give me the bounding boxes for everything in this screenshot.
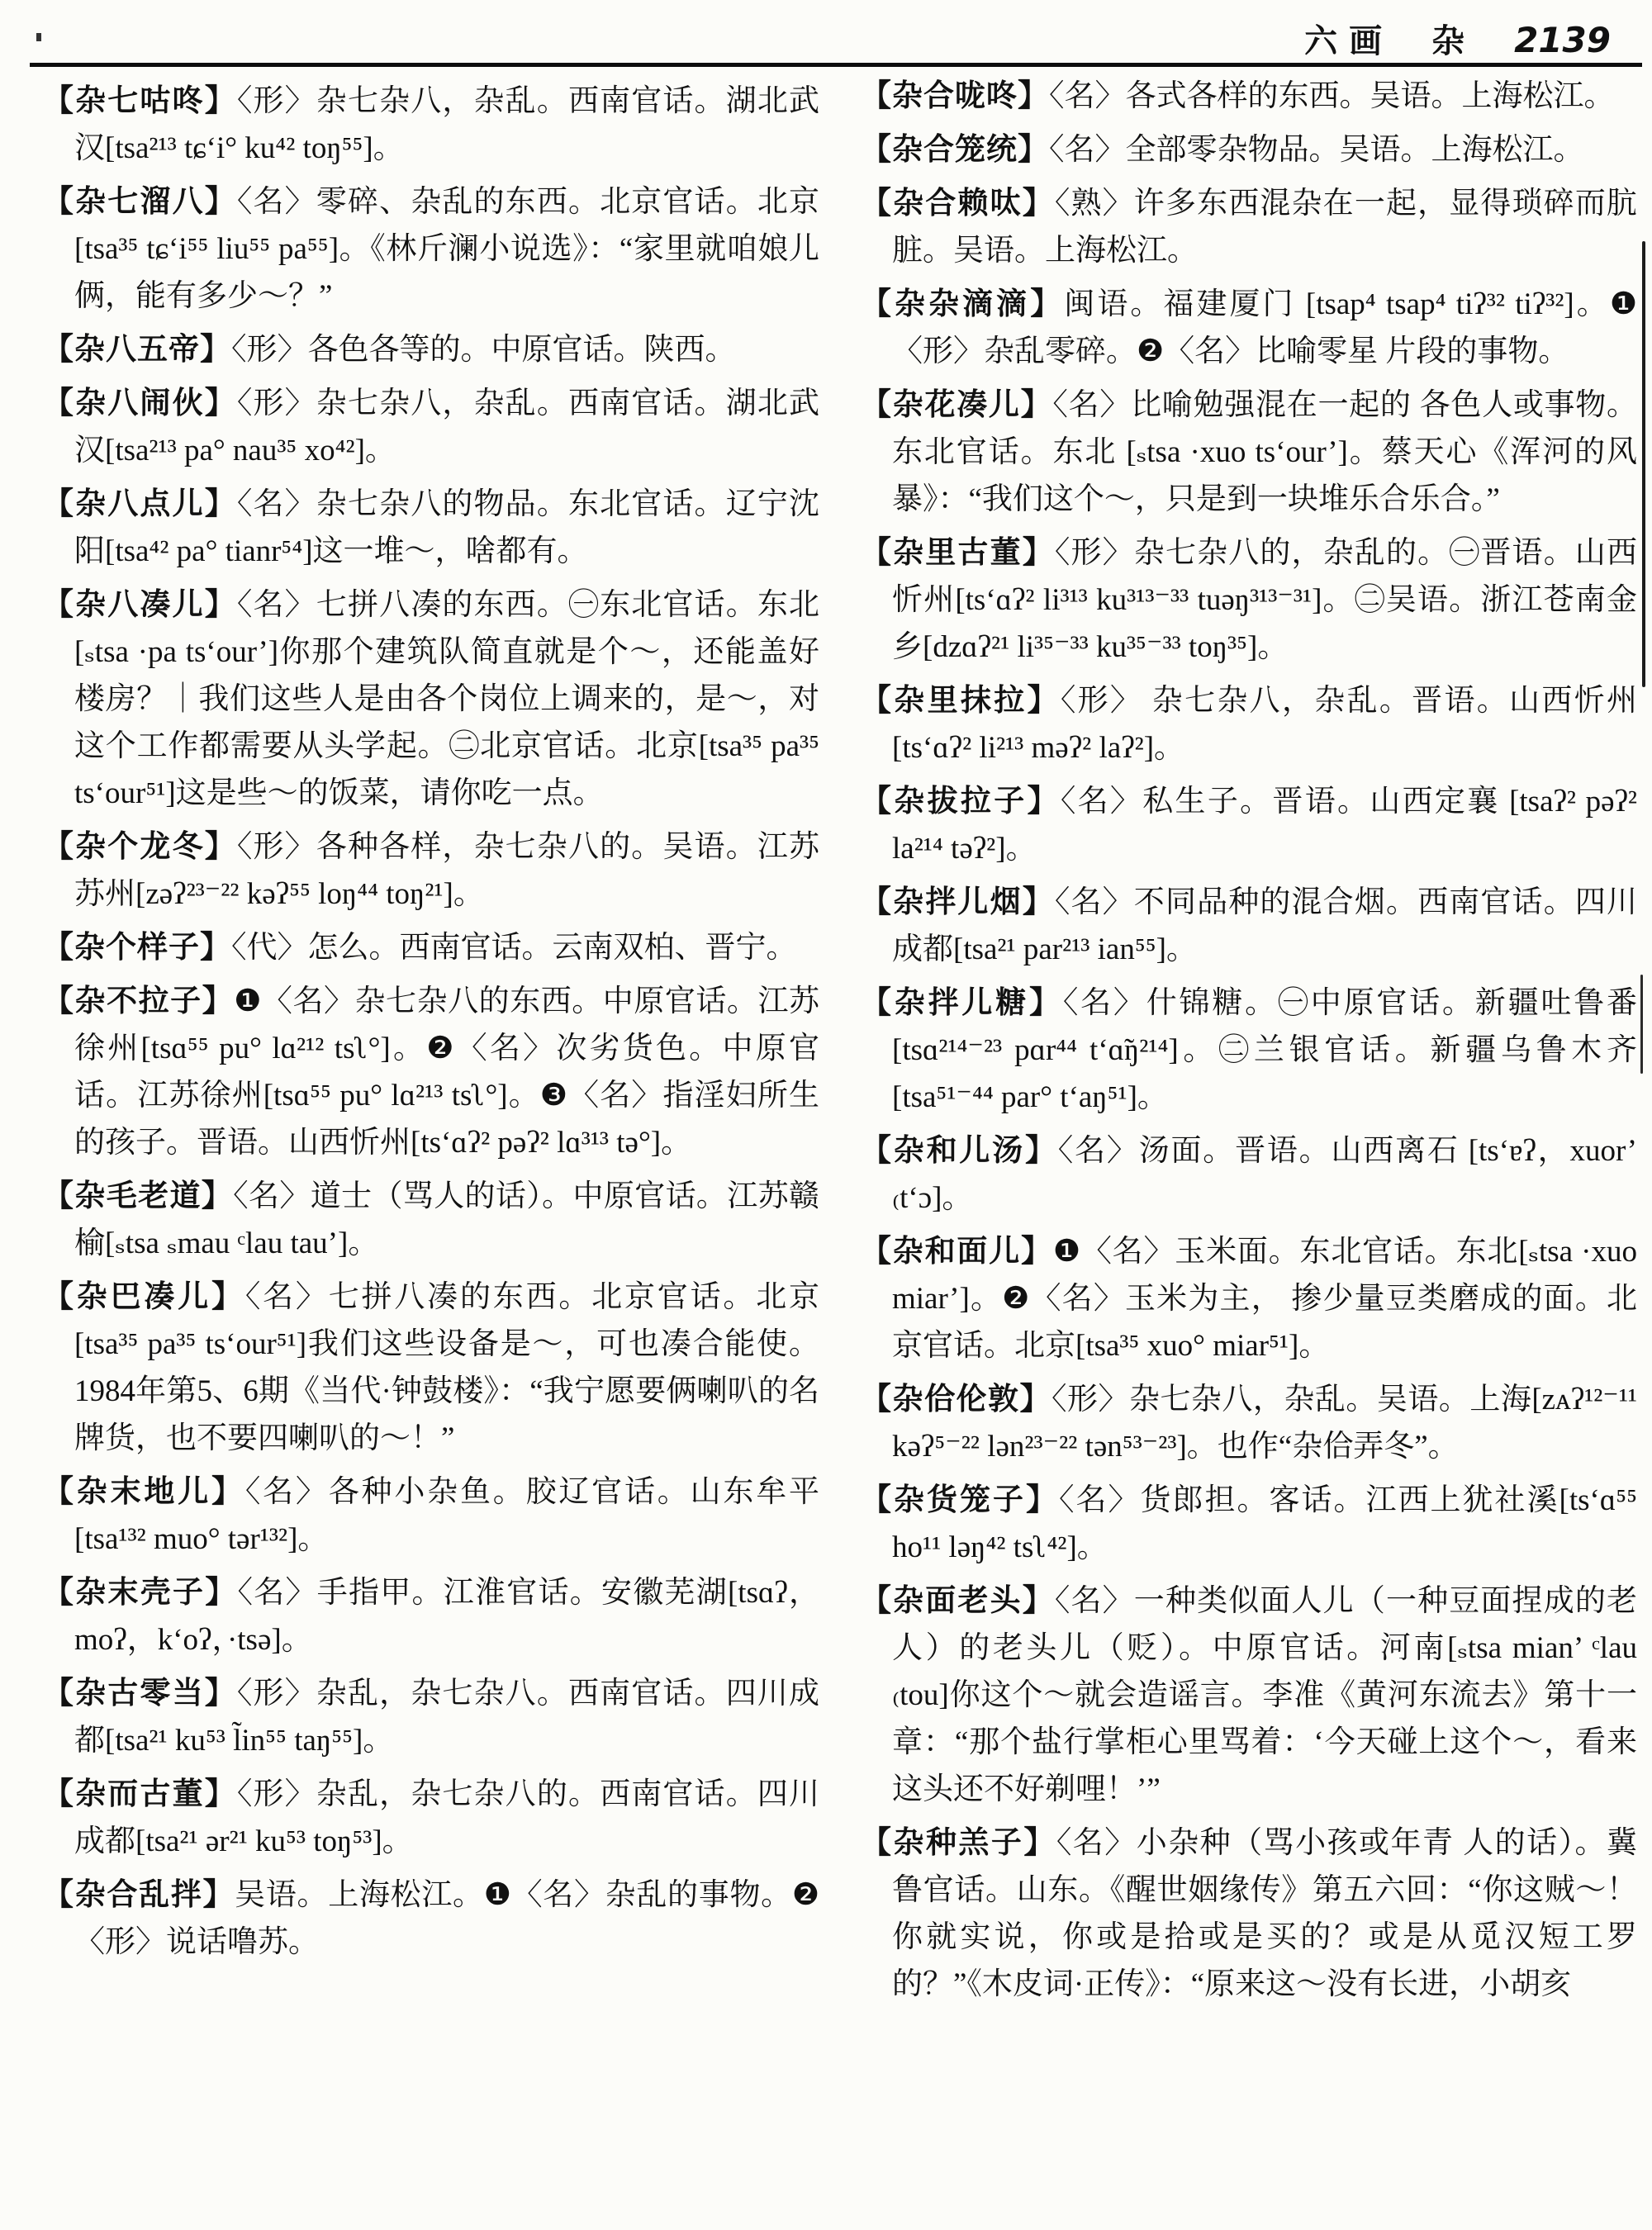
entry-headword: 【杂七溜八】 <box>43 185 237 219</box>
entry-headword: 【杂八五帝】 <box>43 333 231 367</box>
entry-body: 〈形〉杂乱，杂七杂八的。西南官话。四川成都[tsa²¹ ər²¹ ku⁵³ toŋ⁵³]。 <box>74 1777 819 1858</box>
entry-headword: 【杂和面儿】 <box>861 1235 1053 1269</box>
entry-body: 〈形〉杂七杂八，杂乱。西南官话。湖北武汉[tsa²¹³ pa° nau³⁵ xo⁴²]。 <box>74 387 819 467</box>
dictionary-entry <box>43 481 819 575</box>
dictionary-entry <box>43 326 819 373</box>
entry-body: 〈名〉不同品种的混合烟。西南官话。四川成都[tsa²¹ par²¹³ ian⁵⁵]。 <box>892 885 1637 966</box>
entry-headword: 【杂个龙冬】 <box>43 830 237 864</box>
dictionary-entry <box>861 281 1637 375</box>
entry-body: 〈代〉怎么。西南官话。云南双柏、晋宁。 <box>231 931 797 965</box>
entry-body: 〈名〉道士（骂人的话）。中原官话。江苏赣榆[ₛtsa ₛmau ᶜlau tau’]。 <box>74 1179 820 1260</box>
entry-body: 〈名〉货郎担。客话。江西上犹社溪[ts‘ɑ⁵⁵ ho¹¹ ləŋ⁴² tsʅ⁴²]。 <box>892 1483 1638 1564</box>
entry-headword: 【杂巴凑儿】 <box>43 1280 245 1314</box>
entry-headword: 【杂合乱拌】 <box>43 1878 235 1912</box>
dictionary-entry <box>861 73 1637 120</box>
entry-body: 〈形〉各色各等的。中原官话。陕西。 <box>231 333 736 367</box>
entry-headword: 【杂面老头】 <box>861 1584 1055 1618</box>
entry-body: ❶〈名〉玉米面。东北官话。东北[ₛtsa ·xuo miar’]。❷〈名〉玉米为主， 掺少量豆类磨成的面。北京官话。北京[tsa³⁵ xuo° miar⁵¹]。 <box>892 1235 1637 1363</box>
page-number: 2139 <box>1514 20 1611 60</box>
dictionary-entry <box>43 178 819 320</box>
entry-headword: 【杂合赖呔】 <box>861 187 1055 221</box>
entry-body: 〈名〉手指甲。江淮官话。安徽芜湖[tsɑʔ，moʔ，k‘oʔ，·tsə]。 <box>74 1576 819 1657</box>
entry-body: 〈形〉杂七杂八的，杂乱的。㊀晋语。山西忻州[ts‘ɑʔ² li³¹³ ku³¹³⁻³³ tuəŋ³¹³⁻³¹]。㊁吴语。浙江苍南金乡[dzɑʔ²¹ li³⁵⁻³³ ku³⁵⁻³³ toŋ³⁵]。 <box>892 536 1637 664</box>
entry-body: 〈名〉各式各样的东西。吴语。上海松江。 <box>1049 79 1615 113</box>
stroke-section-label: 六画 <box>1304 22 1394 59</box>
entry-headword: 【杂八闹伙】 <box>43 387 237 420</box>
dictionary-entry <box>861 180 1637 274</box>
entry-body: 〈形〉各种各样，杂七杂八的。吴语。江苏苏州[zəʔ²³⁻²² kəʔ⁵⁵ loŋ⁴⁴ toŋ²¹]。 <box>74 830 819 911</box>
entry-headword: 【杂拌儿糖】 <box>861 986 1063 1020</box>
dictionary-entry <box>43 380 819 474</box>
dictionary-entry <box>43 924 819 971</box>
entry-body: 〈名〉小杂种（骂小孩或年青 人的话）。冀鲁官话。山东。《醒世姻缘传》第五六回：“你这贼～！你就实说，你或是拾或是买的？或是从觅汉短工罗的？”《木皮词·正传》：“原来这～没有长进，小胡亥 <box>892 1826 1638 2001</box>
entry-headword: 【杂拌儿烟】 <box>861 885 1055 919</box>
entry-headword: 【杂合笼统】 <box>861 133 1049 167</box>
dictionary-entry <box>43 1670 819 1764</box>
entry-body: 〈名〉比喻勉强混在一起的 各色人或事物。东北官话。东北 [ₛtsa ·xuo ts‘our’]。蔡天心《浑河的风暴》：“我们这个～，只是到一块堆乐合乐合。” <box>892 388 1638 516</box>
entry-headword: 【杂七咕咚】 <box>43 84 237 118</box>
entry-body: 〈形〉杂乱，杂七杂八。西南官话。四川成都[tsa²¹ ku⁵³ l̃in⁵⁵ taŋ⁵⁵]。 <box>74 1677 819 1758</box>
entry-headword: 【杂拔拉子】 <box>861 785 1061 818</box>
dictionary-entry <box>861 1376 1637 1470</box>
dictionary-entry <box>861 879 1637 973</box>
dictionary-entry <box>861 677 1637 771</box>
dictionary-entry <box>43 1771 819 1865</box>
entry-headword: 【杂不拉子】 <box>43 985 235 1018</box>
dictionary-entry <box>861 1477 1637 1571</box>
dictionary-entry <box>43 1468 819 1563</box>
dictionary-entry <box>43 1872 819 1966</box>
entry-body: 吴语。上海松江。❶〈名〉杂乱的事物。❷〈形〉说话噜苏。 <box>74 1878 820 1959</box>
entry-body: 〈名〉一种类似面人儿（一种豆面捏成的老人）的老头儿（贬）。中原官话。河南[ₛtsa mian’ ᶜlau ₍tou]你这个～就会造谣言。李准《黄河东流去》第十一章：“那个盐行掌柜心里骂着：‘今天碰上这个～，看来这头还不好剃哩！’” <box>892 1584 1637 1806</box>
entry-body: 〈名〉杂七杂八的物品。东北官话。辽宁沈阳[tsa⁴² pa° tianr⁵⁴]这一堆～，啥都有。 <box>74 487 819 568</box>
dictionary-entry <box>861 1820 1637 2008</box>
entry-headword: 【杂末壳子】 <box>43 1576 238 1610</box>
entry-headword: 【杂种羔子】 <box>861 1826 1056 1860</box>
right-column <box>861 73 1637 2014</box>
dictionary-entry <box>861 126 1637 173</box>
dictionary-entry <box>43 823 819 918</box>
dictionary-entry <box>43 78 819 172</box>
dictionary-entry <box>861 778 1637 872</box>
dictionary-entry <box>861 1578 1637 1813</box>
dictionary-entry <box>43 1274 819 1462</box>
entry-headword: 【杂个样子】 <box>43 931 231 965</box>
entry-body: 〈名〉全部零杂物品。吴语。上海松江。 <box>1049 133 1584 167</box>
entry-body: 〈形〉杂七杂八，杂乱。吴语。上海[zᴀʔ¹²⁻¹¹ kəʔ⁵⁻²² lən²³⁻²² tən⁵³⁻²³]。也作“杂佮弄冬”。 <box>892 1383 1638 1464</box>
entry-headword: 【杂佮伦敦】 <box>861 1383 1051 1416</box>
entry-body: 〈名〉私生子。晋语。山西定襄 [tsaʔ² pəʔ² la²¹⁴ təʔ²]。 <box>892 785 1638 866</box>
entry-body: 〈名〉零碎、杂乱的东西。北京官话。北京[tsa³⁵ tɕ‘i⁵⁵ liu⁵⁵ pa⁵⁵]。《林斤澜小说选》：“家里就咱娘儿俩，能有多少～？” <box>74 185 819 313</box>
dictionary-entry <box>861 529 1637 671</box>
scan-speck-artifact <box>36 33 41 41</box>
entry-headword: 【杂货笼子】 <box>861 1483 1060 1517</box>
dictionary-entry <box>861 1228 1637 1369</box>
entry-headword: 【杂毛老道】 <box>43 1179 234 1213</box>
left-column <box>43 78 819 1972</box>
entry-body: ❶〈名〉杂七杂八的东西。中原官话。江苏徐州[tsɑ⁵⁵ pu° lɑ²¹² tsʅ°]。❷〈名〉次劣货色。中原官话。江苏徐州[tsɑ⁵⁵ pu° lɑ²¹³ tsʅ°]。❸〈名〉指淫妇所生的孩子。晋语。山西忻州[ts‘ɑʔ² pəʔ² lɑ³¹³ tə°]。 <box>74 985 820 1160</box>
entry-headword: 【杂末地儿】 <box>43 1475 245 1509</box>
entry-body: 〈名〉七拼八凑的东西。北京官话。北京[tsa³⁵ pa³⁵ ts‘our⁵¹]我们这些设备是～，可也凑合能使。1984年第5、6期《当代·钟鼓楼》：“我宁愿要俩喇叭的名牌货，也不要四喇叭的～！” <box>74 1280 820 1455</box>
entry-headword: 【杂古零当】 <box>43 1677 237 1710</box>
entry-headword: 【杂里抹拉】 <box>861 684 1061 718</box>
entry-body: 〈形〉 杂七杂八，杂乱。晋语。山西忻州[ts‘ɑʔ² li²¹³ məʔ² laʔ²]。 <box>892 684 1637 765</box>
page-header <box>0 15 1635 62</box>
dictionary-entry <box>43 1173 819 1267</box>
entry-headword: 【杂八点儿】 <box>43 487 237 521</box>
entry-body: 〈名〉七拼八凑的东西。㊀东北官话。东北[ₛtsa ·pa ts‘our’]你那个建筑队简直就是个～，还能盖好楼房？｜我们这些人是由各个岗位上调来的，是～，对这个工作都需要从头学起。㊁北京官话。北京[tsa³⁵ pa³⁵ ts‘our⁵¹]这是些～的饭菜，请你吃一点。 <box>74 588 819 810</box>
dictionary-entry <box>861 382 1637 523</box>
entry-headword: 【杂合咙咚】 <box>861 79 1049 113</box>
head-character: 杂 <box>1431 22 1477 59</box>
entry-headword: 【杂和儿汤】 <box>861 1134 1058 1168</box>
scan-edge-artifact <box>1640 975 1643 1074</box>
entry-headword: 【杂杂滴滴】 <box>861 287 1065 321</box>
header-rule <box>30 63 1642 67</box>
dictionary-entry <box>861 1127 1637 1222</box>
dictionary-entry <box>43 1569 819 1663</box>
dictionary-entry <box>861 980 1637 1121</box>
entry-body: 闽语。福建厦门 [tsap⁴ tsap⁴ tiʔ³² tiʔ³²]。❶〈形〉杂乱零碎。❷〈名〉比喻零星 片段的事物。 <box>892 287 1638 368</box>
entry-headword: 【杂里古董】 <box>861 536 1055 570</box>
entry-headword: 【杂花凑儿】 <box>861 388 1053 422</box>
entry-body: 〈熟〉许多东西混杂在一起，显得琐碎而肮脏。吴语。上海松江。 <box>892 187 1637 268</box>
dictionary-entry <box>43 978 819 1166</box>
entry-body: 〈形〉杂七杂八，杂乱。西南官话。湖北武汉[tsa²¹³ tɕ‘i° ku⁴² toŋ⁵⁵]。 <box>74 84 819 165</box>
entry-body: 〈名〉什锦糖。㊀中原官话。新疆吐鲁番[tsɑ²¹⁴⁻²³ pɑr⁴⁴ t‘ɑ̃ŋ²¹⁴]。㊁兰银官话。新疆乌鲁木齐[tsa⁵¹⁻⁴⁴ par° t‘aŋ⁵¹]。 <box>892 986 1638 1114</box>
entry-headword: 【杂八凑儿】 <box>43 588 237 622</box>
entry-headword: 【杂而古董】 <box>43 1777 237 1811</box>
scan-edge-artifact <box>1642 241 1645 687</box>
entry-body: 〈名〉汤面。晋语。山西离石 [ts‘ɐʔ，xuor’ ₍t‘ɔ]。 <box>892 1134 1638 1215</box>
entry-body: 〈名〉各种小杂鱼。胶辽官话。山东牟平[tsa¹³² muo° tər¹³²]。 <box>74 1475 820 1556</box>
dictionary-entry <box>43 581 819 817</box>
